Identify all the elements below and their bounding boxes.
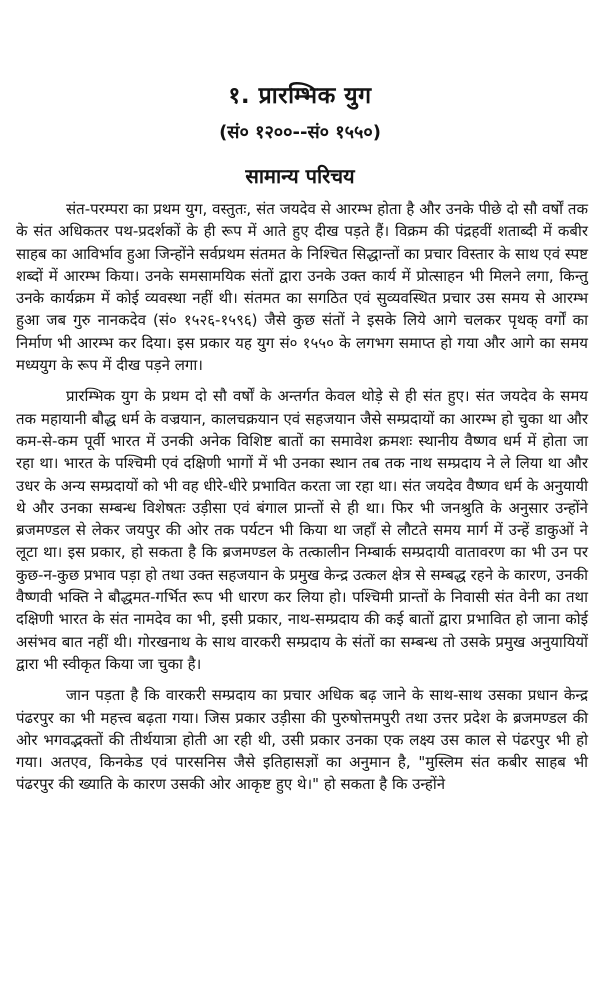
paragraph-2: प्रारम्भिक युग के प्रथम दो सौ वर्षों के अन्तर्गत केवल थोड़े से ही संत हुए। संत जयदेव के समय तक महायानी बौद्ध धर्म के वज्रयान, कालचक्रयान एवं सहजयान जैसे सम्प्रदायों का आरम्भ हो चुका था और कम-से-कम पूर्वी भारत में उनकी अनेक विशिष्ट बातों का समावेश क्रमशः स्थानीय वैष्णव धर्म में होता जा रहा था। भारत के पश्चिमी एवं दक्षिणी भागों में भी उनका स्थान तब तक नाथ सम्प्रदाय ने ले लिया था और उधर के अन्य सम्प्रदायों को भी वह धीरे-धीरे प्रभावित करता जा रहा था। संत जयदेव वैष्णव धर्म के अनुयायी थे और उनका सम्बन्ध विशेषतः उड़ीसा एवं बंगाल प्रान्तों से ही था। फिर भी जनश्रुति के अनुसार उन्होंने ब्रजमण्डल से लेकर जयपुर की ओर तक पर्यटन भी किया था जहाँ से लौटते समय मार्ग में उन्हें डाकुओं ने लूटा था। इस प्रकार, हो सकता है कि ब्रजमण्डल के तत्कालीन निम्बार्क सम्प्रदायी वातावरण का भी उन पर कुछ-न-कुछ प्रभाव पड़ा हो तथा उक्त सहजयान के प्रमुख केन्द्र उत्कल क्षेत्र से सम्बद्ध रहने के कारण, उनकी वैष्णवी भक्ति ने बौद्धमत-गर्भित रूप भी धारण कर लिया हो। पश्चिमी प्रान्तों के निवासी संत वेनी का तथा दक्षिणी भारत के संत नामदेव का भी, इसी प्रकार, नाथ-सम्प्रदाय की कई बातों द्वारा प्रभावित हो जाना कोई असंभव बात नहीं थी। गोरखनाथ के साथ वारकरी सम्प्रदाय के संतों का सम्बन्ध तो उसके प्रमुख अनुयायियों द्वारा भी स्वीकृत किया जा चुका है। (16, 387, 589, 673)
section-heading: सामान्य परिचय (245, 164, 355, 188)
chapter-period: (सं० १२००--सं० १५५०) (219, 122, 381, 143)
body-text (16, 198, 588, 796)
paragraph-3: जान पड़ता है कि वारकरी सम्प्रदाय का प्रचार अधिक बढ़ जाने के साथ-साथ उसका प्रधान केन्द्र पंढरपुर का भी महत्त्व बढ़ता गया। जिस प्रकार उड़ीसा की पुरुषोत्तमपुरी तथा उत्तर प्रदेश के ब्रजमण्डल की ओर भगवद्भक्तों की तीर्थयात्रा होती आ रही थी, उसी प्रकार उनका एक लक्ष्य उस काल से पंढरपुर भी हो गया। अतएव, किनकेड एवं पारसनिस जैसे इतिहासज्ञों का अनुमान है, "मुस्लिम संत कबीर साहब भी पंढरपुर की ख्याति के कारण उसकी ओर आकृष्ट हुए थे।" हो सकता है कि उन्होंने (16, 686, 588, 794)
chapter-title: १. प्रारम्भिक युग (228, 83, 372, 109)
paragraph-1: संत-परम्परा का प्रथम युग, वस्तुतः, संत जयदेव से आरम्भ होता है और उनके पीछे दो सौ वर्षों तक के संत अधिकतर पथ-प्रदर्शकों के ही रूप में आते हुए दीख पड़ते हैं। विक्रम की पंद्रहवीं शताब्दी में कबीर साहब का आविर्भाव हुआ जिन्होंने सर्वप्रथम संतमत के निश्चित सिद्धान्तों का प्रचार विस्तार के साथ एवं स्पष्ट शब्दों में आरम्भ किया। उनके समसामयिक संतों द्वारा उनके उक्त कार्य में प्रोत्साहन भी मिलने लगा, किन्तु उनके कार्यक्रम में कोई व्यवस्था नहीं थी। संतमत का सगठित एवं सुव्यवस्थित प्रचार उस समय से आरम्भ हुआ जब गुरु नानकदेव (सं० १५२६-१५९६) जैसे कुछ संतों ने इसके लिये आगे चलकर पृथक् वर्गों का निर्माण भी आरम्भ कर दिया। इस प्रकार यह युग सं० १५५० के लगभग समाप्त हो गया और आगे का समय मध्ययुग के रूप में दीख पड़ने लगा। (16, 200, 588, 375)
